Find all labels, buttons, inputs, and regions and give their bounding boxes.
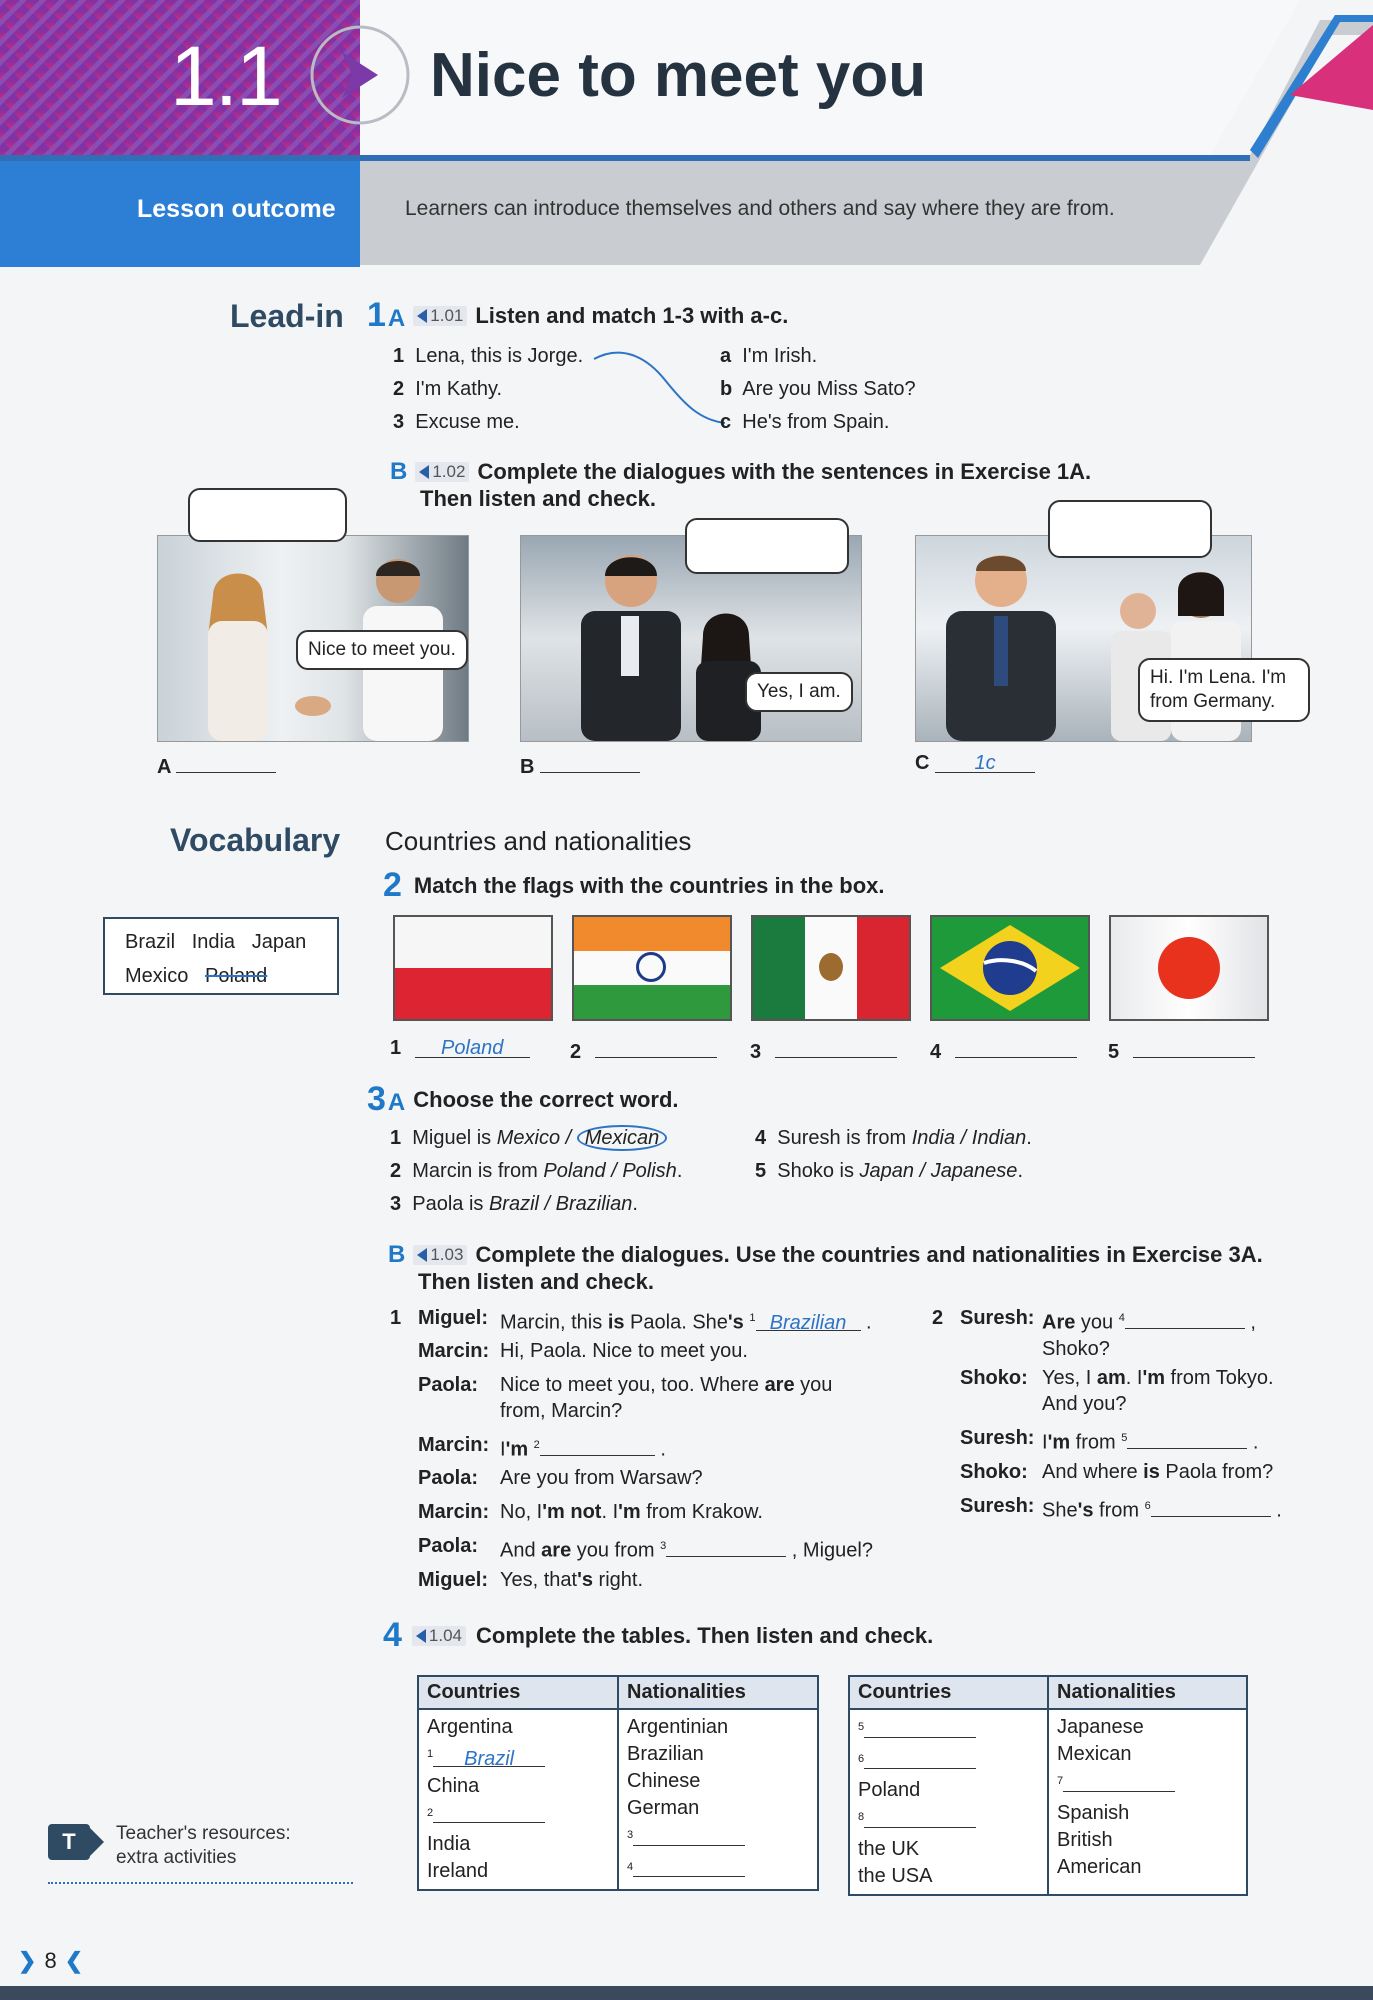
flag-answers: [390, 1037, 1290, 1067]
flag-answer-3: 3: [750, 1037, 897, 1064]
word-box-item: Brazil: [125, 931, 176, 953]
word-box-item: Mexico: [125, 965, 189, 987]
lesson-outcome-label: Lesson outcome: [137, 195, 336, 223]
word-box-item: India: [191, 931, 236, 953]
dialogue-1: 1 Miguel: Marcin, this is Paola. She's $^1$ Brazilian . Marcin: Hi, Paola. Nice to meet you. Paola: Nice to meet you, too. Where are you from, Marcin? Marcin: I'm $^2$ . Paola: Are you from Warsaw? Marcin: No, I'm not. I'm from Krakow. Paola: And are you from $^3$ , Miguel? Miguel: Yes, that's right.: [390, 1307, 873, 1591]
exercise-1a-header: [367, 296, 788, 335]
page-number: ❯ 8 ❮: [18, 1948, 84, 1973]
exercise-3a-right: [755, 1122, 1032, 1188]
mexico-flag: [751, 915, 911, 1021]
speech-bubble-empty: [188, 488, 347, 542]
exercise-instruction: Complete the tables. Then listen and check.: [476, 1622, 934, 1648]
leadin-label: Lead-in: [230, 298, 344, 334]
speech-bubble: Nice to meet you.: [296, 630, 468, 670]
dialogue-2: 2 Suresh: Are you $^4$ , Shoko? Shoko: Yes, I am. I'm from Tokyo. And you? Suresh: I'm from $^5$ . Shoko: And where is Paola from? Suresh: She's from $^6$ .: [932, 1307, 1282, 1522]
flag-answer-5: 5: [1108, 1037, 1255, 1064]
teacher-resources-line2: extra activities: [116, 1847, 237, 1868]
exercise-letter: B: [390, 458, 408, 485]
exercise-number: 3: [367, 1080, 386, 1118]
exercise-1b-header: [390, 458, 1091, 512]
speech-bubble-empty: [685, 518, 849, 574]
exercise-number: 2: [383, 866, 402, 904]
india-flag: [572, 915, 732, 1021]
exercise-3b-header: [388, 1241, 1263, 1295]
nationalities-table-2: [848, 1675, 1248, 1896]
japan-flag: [1109, 915, 1269, 1021]
circled-answer: Mexican: [577, 1125, 667, 1151]
lesson-outcome-text: Learners can introduce themselves and others and say where they are from.: [405, 197, 1115, 220]
exercise-instruction: Match the flags with the countries in the box.: [413, 872, 885, 898]
audio-track[interactable]: 1.03: [413, 1245, 467, 1265]
audio-track[interactable]: 1.04: [412, 1626, 466, 1646]
word-box: [103, 917, 339, 995]
nationalities-table-1: [417, 1675, 819, 1891]
brazil-flag-shape: [932, 917, 1088, 1019]
table-column: Argentina $^1$ Brazil China $^2$ India Ireland: [418, 1709, 618, 1890]
list-item: a I'm Irish.: [720, 345, 818, 367]
speaker-icon: [419, 465, 429, 479]
vocabulary-heading: Countries and nationalities: [385, 826, 692, 856]
match-right-list: [720, 340, 916, 439]
list-item: 2 Marcin is from Poland / Polish.: [390, 1160, 683, 1182]
brazil-flag: [930, 915, 1090, 1021]
list-item: c He's from Spain.: [720, 411, 890, 433]
word-box-item-crossed: Poland: [205, 965, 268, 987]
exercise-instruction-line2: Then listen and check.: [420, 486, 656, 511]
list-item: 3 Paola is Brazil / Brazilian.: [390, 1193, 638, 1215]
teacher-icon: T: [48, 1824, 90, 1860]
word-box-item: Japan: [251, 931, 307, 953]
exercise-instruction: Listen and match 1-3 with a-c.: [475, 302, 789, 328]
table-header: Countries: [849, 1676, 1048, 1709]
chevron-left-icon: ❮: [64, 1948, 84, 1973]
list-item: 2 I'm Kathy.: [393, 378, 503, 400]
list-item: b Are you Miss Sato?: [720, 378, 916, 400]
exercise-instruction: Choose the correct word.: [413, 1086, 679, 1112]
unit-number: 1.1: [170, 29, 281, 123]
table-column: Japanese Mexican $^7$ Spanish British American: [1048, 1709, 1247, 1895]
list-item: 4 Suresh is from India / Indian.: [755, 1127, 1032, 1149]
exercise-letter: B: [388, 1241, 406, 1268]
match-left-list: [393, 340, 583, 439]
speaker-icon: [417, 309, 427, 323]
exercise-letter: A: [387, 304, 406, 332]
exercise-2-header: [383, 866, 885, 905]
list-item: 3 Excuse me.: [393, 411, 520, 433]
table-header: Nationalities: [618, 1676, 818, 1709]
list-item: 1 Miguel is Mexico / Mexican: [390, 1122, 682, 1155]
exercise-number: 4: [383, 1616, 402, 1654]
poland-flag: [393, 915, 553, 1021]
exercise-instruction: Complete the dialogues with the sentences in Exercise 1A.: [477, 459, 1092, 484]
exercise-instruction: Complete the dialogues. Use the countries and nationalities in Exercise 3A.: [475, 1242, 1263, 1267]
speaker-icon: [417, 1248, 427, 1262]
table-column: $^5$ $^6$ Poland $^8$ the UK the USA: [849, 1709, 1048, 1895]
exercise-letter: A: [387, 1088, 406, 1116]
header-banner: [0, 0, 1373, 270]
teacher-resources-line1: Teacher's resources:: [116, 1823, 291, 1844]
speech-bubble-empty: [1048, 500, 1212, 558]
exercise-instruction-line2: Then listen and check.: [418, 1269, 654, 1294]
chevron-right-icon: ❯: [18, 1948, 37, 1973]
list-item: 1 Lena, this is Jorge.: [393, 345, 584, 367]
handwritten-match-line: [590, 345, 730, 435]
exercise-3a-left: [390, 1122, 682, 1221]
teacher-resources[interactable]: [48, 1822, 353, 1884]
flag-answer-1: 1 Poland: [390, 1037, 530, 1060]
flag-answer-4: 4: [930, 1037, 1077, 1064]
answer-label-c: C 1c: [915, 752, 1035, 775]
exercise-4-header: [383, 1616, 933, 1655]
answer-label-b: B: [520, 752, 640, 779]
page-title: Nice to meet you: [430, 41, 927, 110]
speech-bubble: Yes, I am.: [745, 672, 853, 712]
speech-bubble: Hi. I'm Lena. I'm from Germany.: [1138, 658, 1310, 722]
speaker-icon: [416, 1629, 426, 1643]
exercise-number: 1: [367, 296, 386, 334]
table-header: Nationalities: [1048, 1676, 1247, 1709]
footer-bar: [0, 1986, 1373, 2000]
vocabulary-label: Vocabulary: [170, 822, 341, 858]
flag-answer-2: 2: [570, 1037, 717, 1064]
teacher-icon-arrow: [90, 1828, 104, 1856]
audio-track[interactable]: 1.02: [415, 462, 469, 482]
table-header: Countries: [418, 1676, 618, 1709]
exercise-3a-header: [367, 1080, 679, 1119]
answer-label-a: A: [157, 752, 276, 779]
table-column: Argentinian Brazilian Chinese German $^3$ $^4$: [618, 1709, 818, 1890]
list-item: 5 Shoko is Japan / Japanese.: [755, 1160, 1023, 1182]
audio-track[interactable]: 1.01: [413, 306, 467, 326]
